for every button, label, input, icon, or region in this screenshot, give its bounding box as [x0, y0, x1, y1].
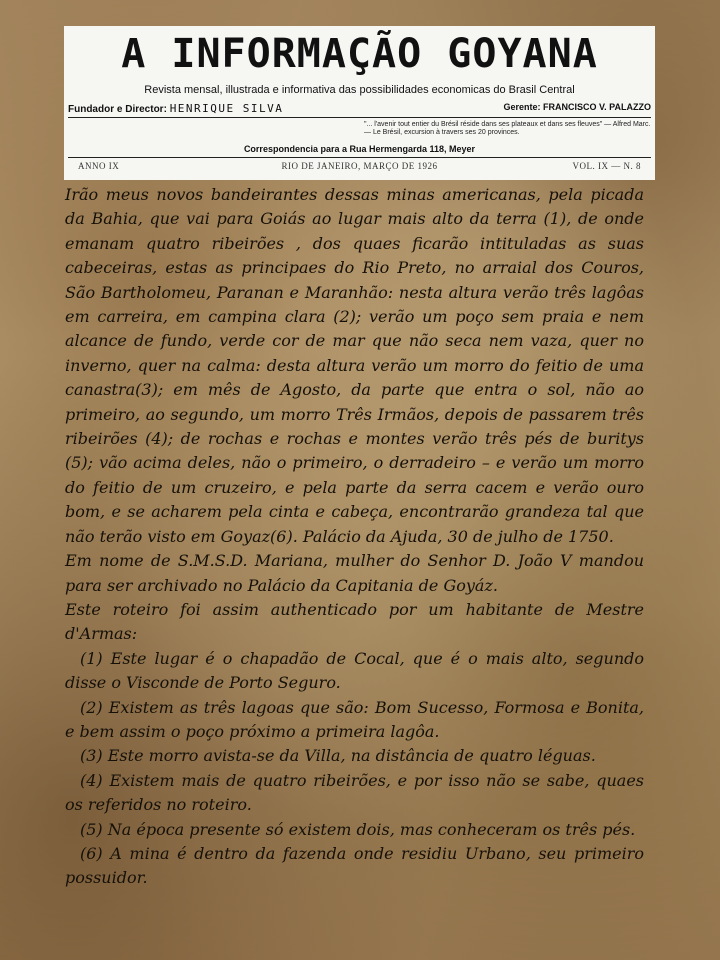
masthead-divider-bottom	[68, 157, 651, 158]
director-credit	[68, 102, 283, 115]
issue-volume: VOL. IX — N. 8	[572, 161, 641, 171]
footnote-6: (6) A mina é dentro da fazenda onde residiu Urbano, seu primeiro possuidor.	[65, 843, 644, 888]
footnote-5: (5) Na época presente só existem dois, mas conheceram os três pés.	[80, 819, 636, 839]
issue-year: ANNO IX	[78, 161, 120, 171]
director-label: Fundador e Director:	[68, 104, 167, 115]
masthead-issue-line	[78, 161, 641, 175]
archive-paragraph: Em nome de S.M.S.D. Mariana, mulher do Senhor D. João V mandou para ser archivado no Palácio da Capitania de Goyáz.	[65, 551, 644, 595]
roteiro-paragraph: Irão meus novos bandeirantes dessas minas americanas, pela picada da Bahia, que vai para Goiás ao lugar mais alto da terra (1), de onde emanam quatro ribeirões , dos quaes ficarão intituladas as suas cabeceiras, estas as principaes do Rio Preto, no arraial dos Couros, São Bartholomeu, Paranan e Maranhão: nesta altura verão três lagôas em carreira, em campina clara (2); verão um poço sem praia e nem alcance de fundo, verde cor de mar que não seca nem vaza, quer no inverno, quer na calma: desta altura verão um morro do feitio de uma canastra(3); em mês de Agosto, da parte que entra o sol, não ao primeiro, ao segundo, um morro Três Irmãos, depois de passarem três ribeirões (4); de rochas e rochas e montes verão três pés de buritys (5); vão acima deles, não o primeiro, o derradeiro – e verão um morro do feitio de um cruzeiro, e pela parte da serra cacem e verão ouro bom, e se acharem pela cinta e cabeça, encontrarão grandeza tal que não terão visto em Goyaz(6). Palácio da Ajuda, 30 de julho de 1750.	[65, 185, 644, 546]
director-name: HENRIQUE SILVA	[169, 102, 284, 115]
issue-place-date: RIO DE JANEIRO, MARÇO DE 1926	[281, 161, 438, 171]
masthead-subtitle: Revista mensal, illustrada e informativa das possibilidades economicas do Brasil Central	[144, 84, 575, 96]
masthead-correspondence: Correspondencia para a Rua Hermengarda 118, Meyer	[243, 144, 476, 154]
footnote-3: (3) Este morro avista-se da Villa, na distância de quatro léguas.	[80, 746, 596, 766]
newspaper-masthead	[64, 26, 655, 180]
masthead-epigraph: "... l'avenir tout entier du Brésil réside dans ses plateaux et dans ses fleuves" — Alfred Marc. — Le Brésil, excursion à travers ses 20 provinces.	[364, 121, 651, 136]
masthead-credits-row	[68, 102, 651, 116]
manager-credit: Gerente: FRANCISCO V. PALAZZO	[503, 102, 651, 112]
footnote-2: (2) Existem as três lagoas que são: Bom Sucesso, Formosa e Bonita, e bem assim o poço próximo a primeira lagôa.	[65, 697, 644, 741]
footnote-4: (4) Existem mais de quatro ribeirões, e por isso não se sabe, quaes os referidos no roteiro.	[65, 770, 644, 815]
article-body	[65, 183, 644, 891]
footnote-1: (1) Este lugar é o chapadão de Cocal, que é o mais alto, segundo disse o Visconde de Porto Seguro.	[65, 648, 644, 693]
masthead-title: A INFORMAÇÃO GOYANA	[121, 31, 598, 77]
authentication-paragraph: Este roteiro foi assim authenticado por um habitante de Mestre d'Armas:	[65, 599, 644, 644]
masthead-divider-top	[68, 117, 651, 118]
